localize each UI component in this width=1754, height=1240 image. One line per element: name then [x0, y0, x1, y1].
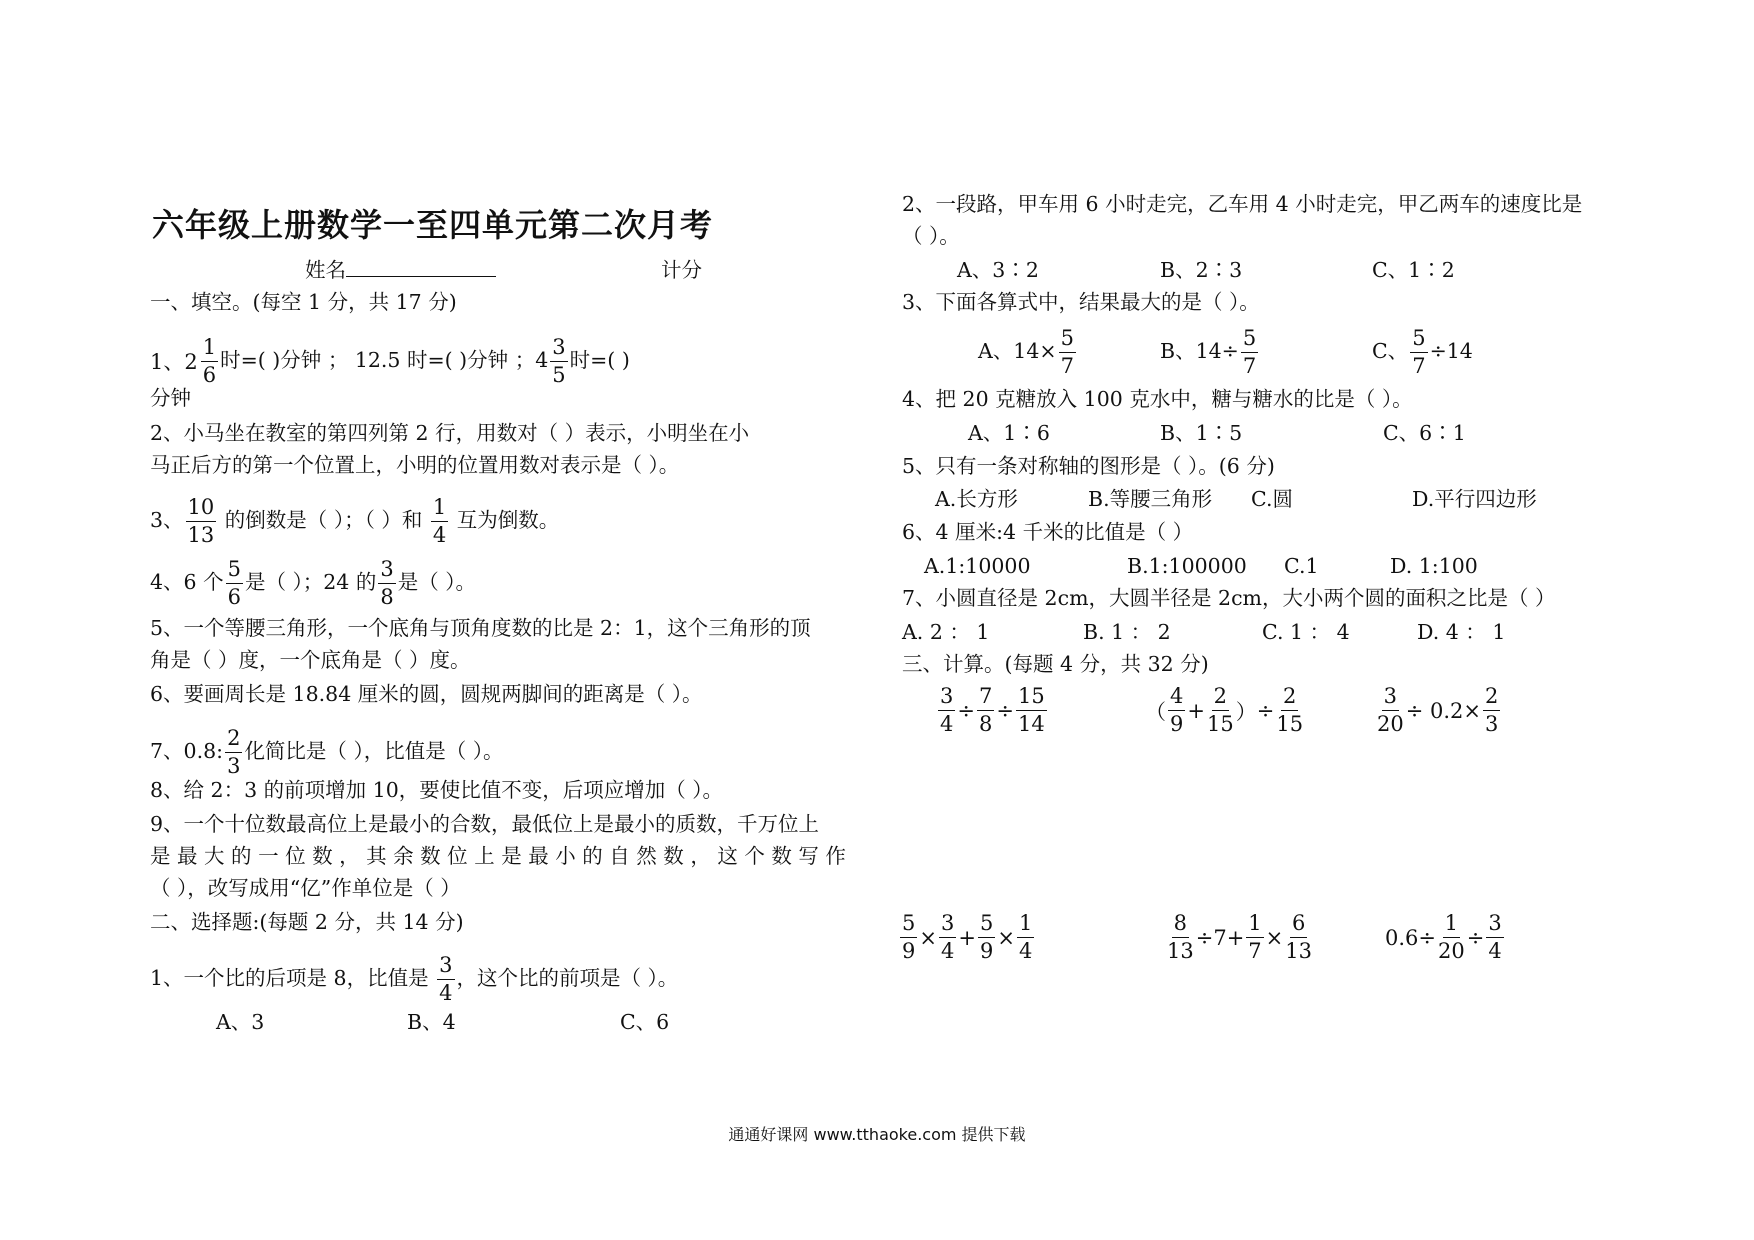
fraction: $\frac{3}{5}$	[552, 335, 566, 387]
s1-q5-line1: 5、一个等腰三角形，一个底角与顶角度数的比是 2：1，这个三角形的顶	[150, 616, 811, 640]
page-title: 六年级上册数学一至四单元第二次月考	[152, 206, 714, 244]
fraction: $\frac{5}{7}$	[1242, 326, 1257, 378]
s1-q4: 4、6 个 $\frac{5}{6}$ 是（ ）；24 的 $\frac{3}{8}$ 是（ ）。	[150, 557, 477, 609]
s1-q2-line1: 2、小马坐在教室的第四列第 2 行，用数对（ ）表示，小明坐在小	[150, 421, 750, 445]
fraction: $\frac{3}{8}$	[380, 557, 394, 609]
s1-q9-line2: 是 最 大 的 一 位 数 ， 其 余 数 位 上 是 最 小 的 自 然 数 ， 这 个 数 写 作	[150, 844, 846, 868]
s2-q4-option-b: B、1∶5	[1160, 421, 1243, 445]
s2-q2-option-b: B、2∶3	[1160, 258, 1243, 282]
s1-q6: 6、要画周长是 18.84 厘米的圆，圆规两脚间的距离是（ ）。	[150, 682, 703, 706]
fraction: $\frac{5}{7}$	[1060, 326, 1074, 378]
s2-q4-option-c: C、6∶1	[1383, 421, 1466, 445]
calc-expression-5: $\frac{8}{13}$ ÷7+ $\frac{1}{7}$ × $\frac{6}{13}$	[1167, 911, 1313, 963]
s2-q6-option-c: C.1	[1284, 554, 1319, 578]
s2-q6-option-d: D. 1:100	[1390, 554, 1478, 578]
name-underline	[346, 256, 496, 277]
s2-q3-stem: 3、下面各算式中，结果最大的是（ ）。	[902, 290, 1260, 314]
fraction: $\frac{5}{6}$	[227, 557, 241, 609]
s2-q5-option-b: B.等腰三角形	[1088, 487, 1213, 511]
s2-q3-option-c: C、 $\frac{5}{7}$ ÷14	[1372, 326, 1473, 378]
s2-q5-option-c: C.圆	[1251, 487, 1293, 511]
section2-heading: 二、选择题:(每题 2 分，共 14 分)	[150, 910, 464, 934]
fraction: $\frac{2}{3}$	[227, 726, 241, 778]
s2-q3-option-b: B、14÷ $\frac{5}{7}$	[1160, 326, 1257, 378]
s1-q5-line2: 角是（ ）度，一个底角是（ ）度。	[150, 648, 471, 672]
fraction: $\frac{3}{4}$	[439, 953, 453, 1005]
s1-q2-line2: 马正后方的第一个位置上，小明的位置用数对表示是（ ）。	[150, 453, 680, 477]
s2-q7-option-c: C. 1 ： 4	[1262, 620, 1350, 644]
s2-q6-stem: 6、4 厘米:4 千米的比值是（ ）	[902, 520, 1194, 544]
s2-q7-option-b: B. 1 ： 2	[1083, 620, 1171, 644]
s2-q5-option-d: D.平行四边形	[1412, 487, 1537, 511]
s2-q2-option-c: C、1∶2	[1372, 258, 1455, 282]
name-field	[305, 256, 496, 284]
s1-q1-unit: 分钟	[150, 386, 191, 410]
s2-q1-option-a: A、3	[216, 1010, 265, 1034]
calc-expression-4: $\frac{5}{9}$ × $\frac{3}{4}$ + $\frac{5}{9}$ × $\frac{1}{4}$	[902, 911, 1033, 963]
fraction: $\frac{5}{7}$	[1412, 326, 1426, 378]
calc-expression-6: 0.6÷ $\frac{1}{20}$ ÷ $\frac{3}{4}$	[1385, 911, 1502, 963]
calc-expression-2: （ $\frac{4}{9}$ + $\frac{2}{15}$ ）÷ $\frac{2}{15}$	[1145, 684, 1304, 736]
section1-heading: 一、填空。(每空 1 分，共 17 分)	[150, 290, 457, 314]
fraction: $\frac{1}{4}$	[432, 495, 447, 547]
s2-q1: 1、一个比的后项是 8，比值是 $\frac{3}{4}$ ，这个比的前项是（ ）。	[150, 953, 679, 1005]
s2-q7-stem: 7、小圆直径是 2cm，大圆半径是 2cm，大小两个圆的面积之比是（ ）	[902, 586, 1556, 610]
s2-q6-option-a: A.1:10000	[924, 554, 1031, 578]
s1-q9-line3: （ ），改写成用“亿”作单位是（ ）	[150, 876, 461, 900]
s2-q2-line2: （ ）。	[902, 224, 960, 248]
s2-q2-line1: 2、一段路，甲车用 6 小时走完，乙车用 4 小时走完，甲乙两车的速度比是	[902, 192, 1583, 216]
s1-q9-line1: 9、一个十位数最高位上是最小的合数，最低位上是最小的质数，千万位上	[150, 812, 820, 836]
footer-source: 通通好课网 www.tthaoke.com 提供下载	[728, 1125, 1026, 1144]
s2-q5-option-a: A.长方形	[935, 487, 1018, 511]
s2-q2-option-a: A、3∶2	[957, 258, 1039, 282]
name-label: 姓名	[305, 258, 346, 282]
s2-q1-option-b: B、4	[407, 1010, 456, 1034]
s2-q7-option-a: A. 2 ： 1	[902, 620, 990, 644]
s2-q4-stem: 4、把 20 克糖放入 100 克水中，糖与糖水的比是（ ）。	[902, 387, 1413, 411]
s2-q1-option-c: C、6	[620, 1010, 670, 1034]
fraction: 1 6	[202, 335, 217, 387]
score-label: 计分	[661, 258, 702, 282]
s2-q3-option-a: A、14× $\frac{5}{7}$	[978, 326, 1074, 378]
calc-expression-1: $\frac{3}{4}$ ÷ $\frac{7}{8}$ ÷ $\frac{15}{14}$	[940, 684, 1045, 736]
s2-q5-stem: 5、只有一条对称轴的图形是（ ）。(6 分)	[902, 454, 1275, 478]
s2-q7-option-d: D. 4 ： 1	[1417, 620, 1506, 644]
s2-q6-option-b: B.1:100000	[1127, 554, 1247, 578]
section3-heading: 三、计算。(每题 4 分，共 32 分)	[902, 652, 1209, 676]
s1-q8: 8、给 2：3 的前项增加 10，要使比值不变，后项应增加（ ）。	[150, 778, 724, 802]
s1-q3: 3、 $\frac{10}{13}$ 的倒数是（ ）；（ ）和 $\frac{1}{4}$ 互为倒数。	[150, 495, 560, 547]
s1-q7: 7、0.8: $\frac{2}{3}$ 化简比是（ ），比值是（ ）。	[150, 726, 504, 778]
calc-expression-3: $\frac{3}{20}$ ÷ 0.2× $\frac{2}{3}$	[1377, 684, 1499, 736]
s2-q4-option-a: A、1∶6	[968, 421, 1050, 445]
s1-q1: 1、2 1 6 时=( )分钟 ； 12.5 时=( )分钟 ；4 $\frac{3}{5}$ 时=( )	[150, 335, 630, 387]
fraction: $\frac{10}{13}$	[187, 495, 215, 547]
